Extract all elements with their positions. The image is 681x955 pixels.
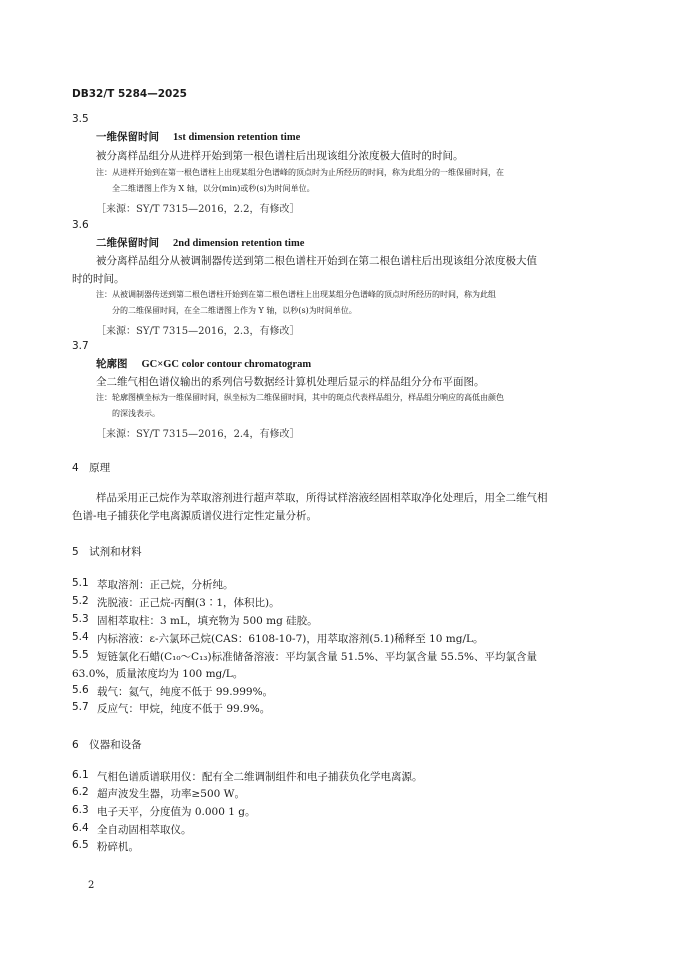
- term-source: ［来源：SY/T 7315—2016，2.2，有修改］: [96, 204, 300, 215]
- item-text: 洗脱液：正己烷-丙酮(3∶1，体积比)。: [97, 597, 280, 609]
- item-text: 内标溶液：ε-六氯环己烷(CAS：6108-10-7)，用萃取溶剂(5.1)稀释至 10 mg/L。: [97, 633, 484, 645]
- term-number: 3.5: [72, 113, 89, 125]
- item-number: 5.5: [72, 649, 89, 661]
- item-text: 萃取溶剂：正己烷，分析纯。: [97, 579, 234, 591]
- item-text: 全自动固相萃取仪。: [97, 824, 192, 836]
- term-definition: 被分离样品组分从进样开始到第一根色谱柱后出现该组分浓度极大值时的时间。: [96, 150, 464, 162]
- term-title-en: 2nd dimension retention time: [173, 238, 305, 249]
- item-number: 5.1: [72, 577, 89, 589]
- term-note-line: 注：轮廓图横坐标为一维保留时间，纵坐标为二维保留时间，其中的斑点代表样品组分，样品组分响应的高低由颜色: [96, 393, 504, 402]
- item-text: 载气：氦气，纯度不低于 99.999%。: [97, 686, 274, 698]
- item-number: 6.3: [72, 804, 89, 816]
- term-definition-line: 时的时间。: [72, 273, 125, 285]
- term-definition-line: 被分离样品组分从被调制器传送到第二根色谱柱开始到在第二根色谱柱后出现该组分浓度极大值: [96, 255, 537, 267]
- page-number: 2: [88, 880, 95, 891]
- term-number: 3.7: [72, 340, 89, 352]
- standard-code: DB32/T 5284—2025: [72, 88, 187, 100]
- paragraph-line: 样品采用正己烷作为萃取溶剂进行超声萃取，所得试样溶液经固相萃取净化处理后，用全二维气相: [96, 492, 548, 504]
- term-note-line: 分的二维保留时间，在全二维谱图上作为 Y 轴，以秒(s)为时间单位。: [112, 306, 357, 315]
- item-text: 电子天平，分度值为 0.000 1 g。: [97, 806, 256, 818]
- item-number: 6.5: [72, 839, 89, 851]
- item-number: 5.4: [72, 631, 89, 643]
- term-source: ［来源：SY/T 7315—2016，2.4，有修改］: [96, 429, 300, 440]
- item-number: 5.6: [72, 684, 89, 696]
- term-note-line: 全二维谱图上作为 X 轴，以分(min)或秒(s)为时间单位。: [112, 184, 315, 193]
- item-text: 固相萃取柱：3 mL，填充物为 500 mg 硅胶。: [97, 615, 318, 627]
- item-text: 气相色谱质谱联用仪：配有全二维调制组件和电子捕获负化学电离源。: [97, 771, 423, 783]
- term-note-line: 注：从被调制器传送到第二根色谱柱开始到在第二根色谱柱上出现某组分色谱峰的顶点时所经历的时间，称为此组: [96, 290, 496, 299]
- term-note-line: 的深浅表示。: [112, 409, 160, 418]
- item-number: 5.7: [72, 701, 89, 713]
- term-title-cn: 二维保留时间: [96, 237, 159, 249]
- section-heading: 5 试剂和材料: [72, 546, 142, 558]
- term-title: [96, 235, 304, 250]
- paragraph-line: 色谱-电子捕获化学电离源质谱仪进行定性定量分析。: [72, 510, 318, 522]
- term-title-cn: 轮廓图: [96, 358, 128, 370]
- term-title-en: 1st dimension retention time: [173, 132, 301, 143]
- item-text: 短链氯化石蜡(C₁₀～C₁₃)标准储备溶液：平均氯含量 51.5%、平均氯含量 55.5%、平均氯含量: [97, 651, 537, 663]
- item-text: 反应气：甲烷，纯度不低于 99.9%。: [97, 703, 271, 715]
- term-title: [96, 356, 311, 371]
- term-note-line: 注：从进样开始到在第一根色谱柱上出现某组分色谱峰的顶点时为止所经历的时间，称为此组分的一维保留时间，在: [96, 168, 504, 177]
- term-number: 3.6: [72, 219, 89, 231]
- section-heading: 6 仪器和设备: [72, 739, 142, 751]
- item-number: 6.2: [72, 786, 89, 798]
- item-number: 6.1: [72, 769, 89, 781]
- term-title: [96, 129, 300, 144]
- item-text-continued: 63.0%，质量浓度均为 100 mg/L。: [72, 668, 244, 680]
- term-title-cn: 一维保留时间: [96, 131, 159, 143]
- term-definition: 全二维气相色谱仪输出的系列信号数据经计算机处理后显示的样品组分分布平面图。: [96, 376, 485, 388]
- item-number: 5.2: [72, 595, 89, 607]
- item-number: 5.3: [72, 613, 89, 625]
- section-heading: 4 原理: [72, 462, 111, 474]
- item-text: 超声波发生器，功率≥500 W。: [97, 788, 245, 800]
- term-title-en: GC×GC color contour chromatogram: [141, 359, 312, 370]
- term-source: ［来源：SY/T 7315—2016，2.3，有修改］: [96, 326, 300, 337]
- item-number: 6.4: [72, 822, 89, 834]
- item-text: 粉碎机。: [97, 841, 139, 853]
